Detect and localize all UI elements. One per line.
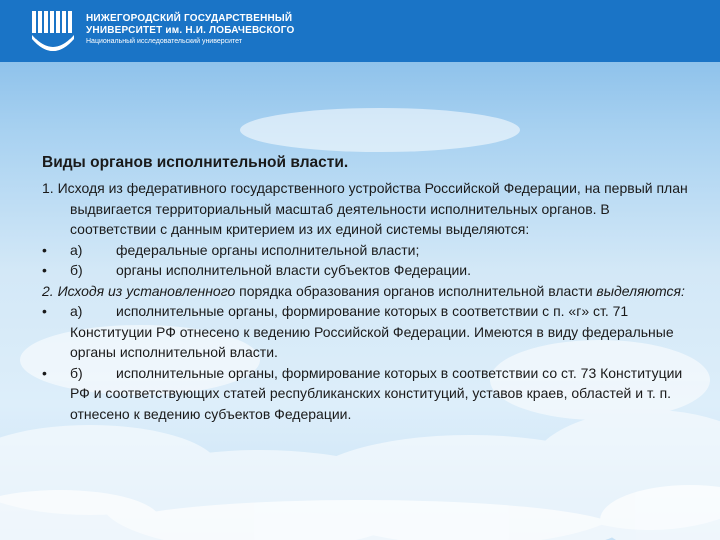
list-letter: а) <box>70 303 83 319</box>
paragraph-2-rest: порядка образования органов исполнительной власти <box>235 282 597 299</box>
slide-content <box>42 152 692 424</box>
university-line1: НИЖЕГОРОДСКИЙ ГОСУДАРСТВЕННЫЙ <box>86 13 293 24</box>
paragraph-2-italic-start: 2. Исходя из установленного <box>42 282 236 299</box>
list-letter: б) <box>70 364 83 381</box>
university-line2: УНИВЕРСИТЕТ им. Н.И. ЛОБАЧЕВСКОГО <box>86 25 295 36</box>
list-text: исполнительные органы, формирование которых в соответствии с п. «г» ст. 71 Конституции РФ отнесено к ведению Российской Федерации. Имеются в виду федеральные органы исполнительной власти. <box>70 303 674 360</box>
bullet: • <box>42 262 47 278</box>
paragraph-1: 1. Исходя из федеративного государственного устройства Российской Федерации, на первый план выдвигается территориальный масштаб деятельности исполнительных органов. В соответствии с данным критерием из их единой системы выделяются: <box>42 180 688 237</box>
list-text: органы исполнительной власти субъектов Федерации. <box>116 262 471 278</box>
bullet: • <box>42 364 47 381</box>
header-bar <box>0 0 720 62</box>
list-letter: а) <box>70 241 83 258</box>
list-item <box>42 240 692 261</box>
list-text: федеральные органы исполнительной власти; <box>116 241 420 258</box>
paragraph-2-italic-end: выделяются: <box>596 282 685 299</box>
university-name <box>86 13 294 47</box>
slide-title: Виды органов исполнительной власти. <box>42 154 349 171</box>
list-item <box>42 260 692 281</box>
list-item <box>42 301 692 363</box>
university-line3: Национальный исследовательский университет <box>86 38 243 45</box>
list-item <box>42 363 692 425</box>
paragraph-2 <box>42 281 692 302</box>
unn-logo-icon <box>30 9 76 53</box>
bullet: • <box>42 303 47 319</box>
bullet: • <box>42 241 47 258</box>
list-text: исполнительные органы, формирование которых в соответствии со ст. 73 Конституции РФ и соответствующих статей республиканских конституций, уставов краев, областей и т. п. отнесено к ведению субъектов Федерации. <box>70 364 683 422</box>
list-letter: б) <box>70 262 83 278</box>
